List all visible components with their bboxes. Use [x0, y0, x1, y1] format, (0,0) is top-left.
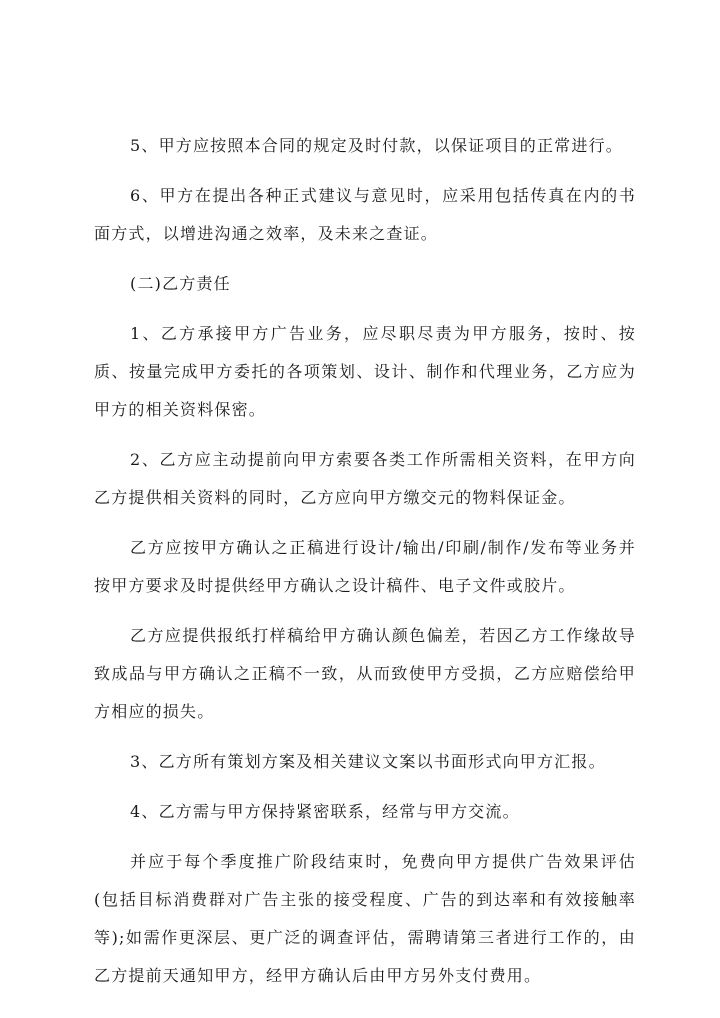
paragraph-party-a-payment: 5、甲方应按照本合同的规定及时付款，以保证项目的正常进行。	[130, 136, 623, 155]
paragraph-party-b-service: 1、乙方承接甲方广告业务，应尽职尽责为甲方服务，按时、按质、按量完成甲方委托的各项策划、设计、制作和代理业务，乙方应为甲方的相关资料保密。	[94, 324, 636, 419]
paragraph-party-b-contact: 4、乙方需与甲方保持紧密联系，经常与甲方交流。	[130, 802, 520, 821]
section-heading-party-b-responsibilities: (二)乙方责任	[130, 274, 231, 293]
paragraph-party-b-color-proof: 乙方应提供报纸打样稿给甲方确认颜色偏差，若因乙方工作缘故导致成品与甲方确认之正稿不一致，从而致使甲方受损，乙方应赔偿给甲方相应的损失。	[94, 626, 636, 721]
paragraph-party-b-evaluation: 并应于每个季度推广阶段结束时，免费向甲方提供广告效果评估(包括目标消费群对广告主张的接受程度、广告的到达率和有效接触率等);如需作更深层、更广泛的调查评估，需聘请第三者进行工作的，由乙方提前天通知甲方，经甲方确认后由甲方另外支付费用。	[94, 852, 636, 985]
paragraph-party-b-design-output: 乙方应按甲方确认之正稿进行设计/输出/印刷/制作/发布等业务并按甲方要求及时提供经甲方确认之设计稿件、电子文件或胶片。	[94, 538, 636, 595]
paragraph-party-a-written-advice: 6、甲方在提出各种正式建议与意见时，应采用包括传真在内的书面方式，以增进沟通之效率，及未来之查证。	[94, 186, 636, 243]
document-body	[94, 127, 636, 1007]
paragraph-party-b-materials-deposit: 2、乙方应主动提前向甲方索要各类工作所需相关资料，在甲方向乙方提供相关资料的同时，乙方应向甲方缴交元的物料保证金。	[94, 450, 636, 507]
paragraph-party-b-written-report: 3、乙方所有策划方案及相关建议文案以书面形式向甲方汇报。	[130, 752, 606, 771]
